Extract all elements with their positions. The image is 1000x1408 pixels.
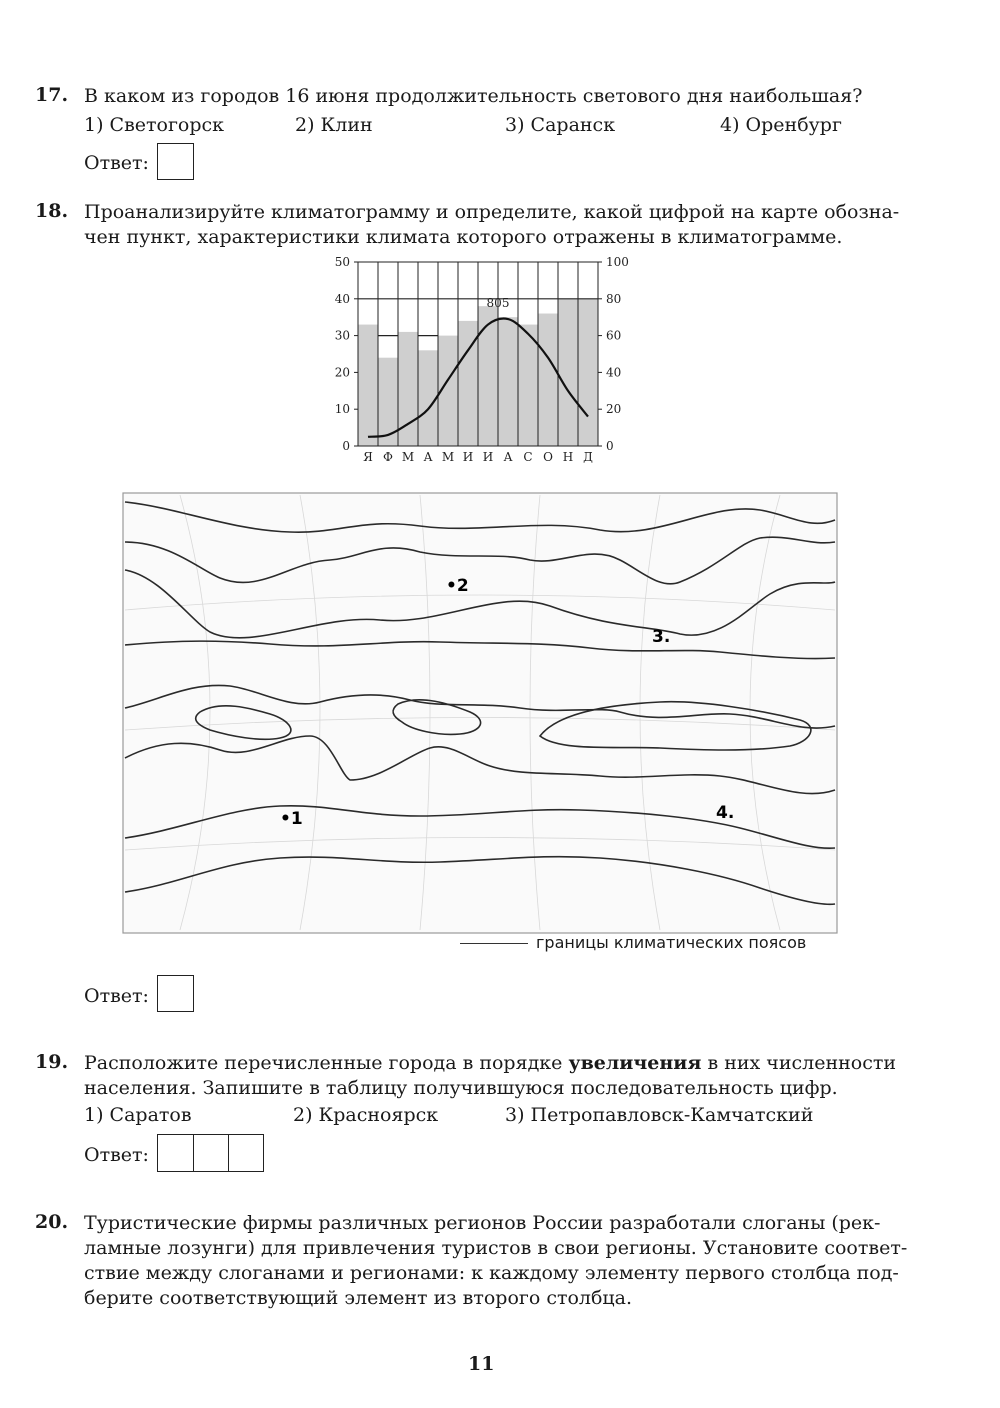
left-tick-label: 40 <box>334 291 350 306</box>
q20-number: 20. <box>35 1211 69 1233</box>
q19-option-3: 3) Петропавловск-Камчатский <box>505 1104 814 1126</box>
q18-answer-label: Ответ: <box>84 985 149 1007</box>
q19-number: 19. <box>35 1051 69 1073</box>
right-tick-label: 60 <box>606 328 622 343</box>
left-tick-label: 0 <box>342 439 350 453</box>
q19-answer-cells <box>157 1134 264 1172</box>
precip-bar-10 <box>538 314 558 446</box>
q17-option-3: 3) Саранск <box>505 114 616 136</box>
month-label-4: А <box>423 450 433 464</box>
q20-text-line4: берите соответствующий элемент из второго столбца. <box>84 1287 633 1309</box>
left-tick-label: 10 <box>334 402 350 417</box>
right-tick-label: 100 <box>606 255 629 269</box>
q18-text-line2: чен пункт, характеристики климата которого отражены в климатограмме. <box>84 226 843 248</box>
q17-answer-box[interactable] <box>157 143 194 180</box>
q19-answer-label: Ответ: <box>84 1144 149 1166</box>
month-label-7: И <box>482 450 494 464</box>
q19-option-1: 1) Саратов <box>84 1104 192 1126</box>
month-label-5: М <box>441 450 455 464</box>
map-point-3: 3. <box>652 627 671 647</box>
month-label-11: Н <box>562 450 574 464</box>
month-label-12: Д <box>583 450 593 464</box>
q19-option-2: 2) Красноярск <box>293 1104 439 1126</box>
precip-bar-9 <box>518 325 538 446</box>
month-label-8: А <box>503 450 513 464</box>
precip-bar-8 <box>498 317 518 446</box>
precip-bar-7 <box>478 306 498 446</box>
month-label-3: М <box>401 450 415 464</box>
map-point-4: 4. <box>716 803 735 823</box>
q17-option-2: 2) Клин <box>295 114 373 136</box>
page-number: 11 <box>468 1353 495 1375</box>
month-label-9: С <box>523 450 533 464</box>
q17-answer-label: Ответ: <box>84 152 149 174</box>
precip-bar-11 <box>558 299 578 446</box>
legend-text: границы климатических поясов <box>536 933 807 952</box>
q18-text-line1: Проанализируйте климатограмму и определите, какой цифрой на карте обозна- <box>84 201 900 223</box>
map-point-2: •2 <box>446 576 469 596</box>
month-label-2: Ф <box>383 450 393 464</box>
precip-bar-12 <box>578 299 598 446</box>
precip-bar-1 <box>358 325 378 446</box>
q17-option-4: 4) Оренбург <box>720 114 842 136</box>
q19-text-line2: населения. Запишите в таблицу получившуюся последовательность цифр. <box>84 1077 838 1099</box>
q19-text-part1: Расположите перечисленные города в порядке <box>84 1052 569 1074</box>
month-label-1: Я <box>363 450 373 464</box>
q17-number: 17. <box>35 84 69 106</box>
legend-line-sample <box>460 943 528 944</box>
left-tick-label: 30 <box>334 328 350 343</box>
chart-annotation: 805 <box>486 296 510 311</box>
right-tick-label: 0 <box>606 439 614 453</box>
q18-answer-box[interactable] <box>157 975 194 1012</box>
q20-text-line3: ствие между слоганами и регионами: к каждому элементу первого столбца под- <box>84 1262 899 1284</box>
map-point-1: •1 <box>280 809 303 829</box>
month-label-6: И <box>462 450 474 464</box>
q19-answer-cell-2[interactable] <box>193 1135 229 1171</box>
left-tick-label: 50 <box>334 255 350 269</box>
q18-number: 18. <box>35 200 69 222</box>
climatogram-chart <box>320 252 640 467</box>
q19-text-part2: в них численности <box>701 1052 897 1074</box>
climate-zones-map <box>120 490 840 938</box>
q19-text-bold: увеличения <box>568 1052 702 1074</box>
month-label-10: О <box>543 450 553 464</box>
q19-answer-cell-1[interactable] <box>158 1135 194 1171</box>
right-tick-label: 20 <box>606 402 622 417</box>
q17-text: В каком из городов 16 июня продолжительность светового дня наибольшая? <box>84 85 863 107</box>
q20-text-line1: Туристические фирмы различных регионов России разработали слоганы (рек- <box>84 1212 881 1234</box>
right-tick-label: 40 <box>606 365 622 380</box>
right-tick-label: 80 <box>606 291 622 306</box>
left-tick-label: 20 <box>334 365 350 380</box>
q19-answer-cell-3[interactable] <box>228 1135 264 1171</box>
q20-text-line2: ламные лозунги) для привлечения туристов в свои регионы. Установите соответ- <box>84 1237 908 1259</box>
q17-option-1: 1) Светогорск <box>84 114 225 136</box>
q19-text-line1 <box>84 1051 934 1076</box>
